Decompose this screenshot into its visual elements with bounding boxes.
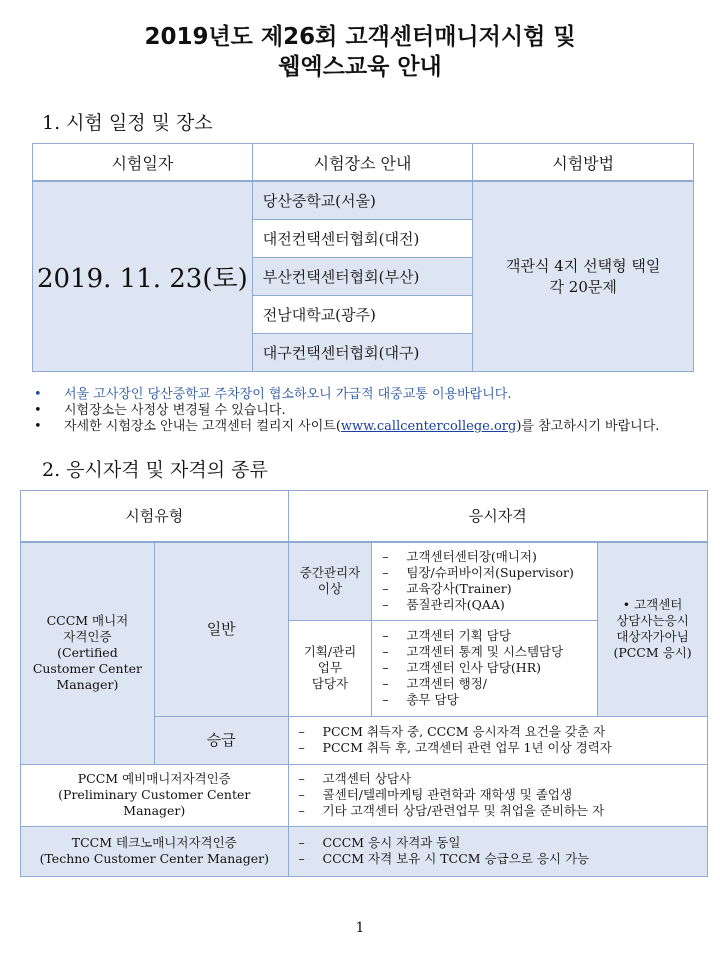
header-qualification: 응시자격	[288, 491, 707, 543]
side-note-line: • 고객센터	[622, 597, 683, 613]
exam-method	[473, 181, 694, 372]
list-item: – 고객센터 기획 담당	[382, 628, 511, 643]
cccm-name-line: Manager)	[56, 677, 119, 693]
tccm-name-line: TCCM 테크노매니저자격인증	[71, 835, 237, 850]
cccm-name-line: CCCM 매니저	[46, 613, 129, 629]
exam-place-gwangju: 전남대학교(광주)	[252, 296, 473, 334]
section-1-heading: 1. 시험 일정 및 장소	[42, 112, 213, 134]
tccm-name	[21, 826, 289, 876]
list-item: – 고객센터 행정/	[382, 676, 488, 691]
cccm-general-label: 일반	[154, 542, 288, 716]
exam-place-seoul: 당산중학교(서울)	[252, 181, 473, 220]
note-item	[34, 419, 714, 435]
upgrade-list	[288, 716, 707, 764]
page-title	[0, 22, 720, 82]
pccm-name-line: Manager)	[123, 803, 186, 818]
mid-manager-label	[288, 542, 372, 620]
pccm-list	[288, 764, 707, 826]
qualification-table	[20, 490, 708, 877]
mid-manager-label-line: 이상	[317, 581, 343, 597]
pccm-name-line: PCCM 예비매니저자격인증	[77, 771, 231, 786]
note-text-end: )를 참고하시기 바랍니다.	[516, 419, 660, 434]
cccm-upgrade-label: 승급	[154, 716, 288, 764]
college-site-link[interactable]: www.callcentercollege.org	[340, 419, 517, 434]
section-2-heading: 2. 응시자격 및 자격의 종류	[42, 459, 268, 481]
side-note-line: 상담사는응시	[616, 613, 689, 629]
header-exam-date: 시험일자	[33, 144, 253, 182]
header-exam-place: 시험장소 안내	[252, 144, 473, 182]
note-text: 서울 고사장인 당산중학교 주차장이 협소하오니 가급적 대중교통 이용바랍니다.	[64, 387, 512, 402]
note-item	[34, 387, 714, 403]
list-item: – 고객센터센터장(매니저)	[382, 549, 537, 565]
bullet-icon: •	[34, 419, 42, 434]
list-item: – 콜센터/텔레마케팅 관련학과 재학생 및 졸업생	[298, 787, 573, 802]
tccm-list	[288, 826, 707, 876]
mid-manager-label-line: 중간관리자	[299, 565, 361, 581]
exam-place-daejeon: 대전컨택센터협회(대전)	[252, 220, 473, 258]
planning-label-line: 담당자	[311, 676, 349, 691]
mid-manager-list	[372, 542, 598, 620]
notes-list	[34, 387, 714, 435]
pccm-name	[21, 764, 289, 826]
cccm-name	[21, 542, 155, 764]
list-item: – 총무 담당	[382, 692, 459, 707]
list-item: – 팀장/슈퍼바이저(Supervisor)	[382, 565, 574, 581]
header-exam-method: 시험방법	[473, 144, 694, 182]
exam-method-line-1: 객관식 4지 선택형 택일	[506, 256, 661, 275]
exam-method-line-2: 각 20문제	[549, 277, 617, 296]
list-item: – PCCM 취득 후, 고객센터 관련 업무 1년 이상 경력자	[298, 740, 612, 755]
note-item	[34, 403, 714, 419]
note-text: 자세한 시험장소 안내는 고객센터 컬리지 사이트(	[64, 419, 341, 434]
pccm-name-line: (Preliminary Customer Center	[58, 787, 251, 802]
list-item: – PCCM 취득자 중, CCCM 응시자격 요건을 갖춘 자	[298, 724, 606, 739]
cccm-name-line: (Certified	[57, 645, 118, 661]
planning-manager-list	[372, 620, 598, 716]
exam-place-daegu: 대구컨택센터협회(대구)	[252, 334, 473, 372]
list-item: – 고객센터 상담사	[298, 771, 412, 786]
planning-label-line: 기획/관리	[303, 644, 357, 659]
tccm-name-line: (Techno Customer Center Manager)	[39, 851, 269, 866]
list-item: – 품질관리자(QAA)	[382, 597, 505, 613]
bullet-icon: •	[34, 387, 42, 402]
exam-date: 2019. 11. 23(토)	[33, 181, 253, 372]
side-note-line: (PCCM 응시)	[613, 645, 692, 661]
exam-schedule-table	[32, 143, 694, 372]
side-note-line: 대상자가아님	[616, 629, 689, 645]
title-line-1: 2019년도 제26회 고객센터매니저시험 및	[144, 24, 576, 50]
page-number: 1	[355, 920, 365, 936]
planning-label-line: 업무	[317, 660, 343, 675]
bullet-icon: •	[34, 403, 42, 418]
cccm-name-line: 자격인증	[63, 629, 112, 645]
list-item: – CCCM 응시 자격과 동일	[298, 835, 461, 850]
list-item: – 고객센터 인사 담당(HR)	[382, 660, 541, 675]
list-item: – CCCM 자격 보유 시 TCCM 승급으로 응시 가능	[298, 851, 590, 866]
list-item: – 기타 고객센터 상담/관련업무 및 취업을 준비하는 자	[298, 803, 605, 818]
cccm-side-note	[598, 542, 708, 716]
note-text: 시험장소는 사정상 변경될 수 있습니다.	[64, 403, 286, 418]
list-item: – 고객센터 통계 및 시스템담당	[382, 644, 564, 659]
planning-manager-label	[288, 620, 372, 716]
exam-place-busan: 부산컨택센터협회(부산)	[252, 258, 473, 296]
cccm-name-line: Customer Center	[32, 661, 142, 677]
list-item: – 교육강사(Trainer)	[382, 581, 512, 597]
header-exam-type: 시험유형	[21, 491, 289, 543]
title-line-2: 웹엑스교육 안내	[278, 54, 442, 80]
